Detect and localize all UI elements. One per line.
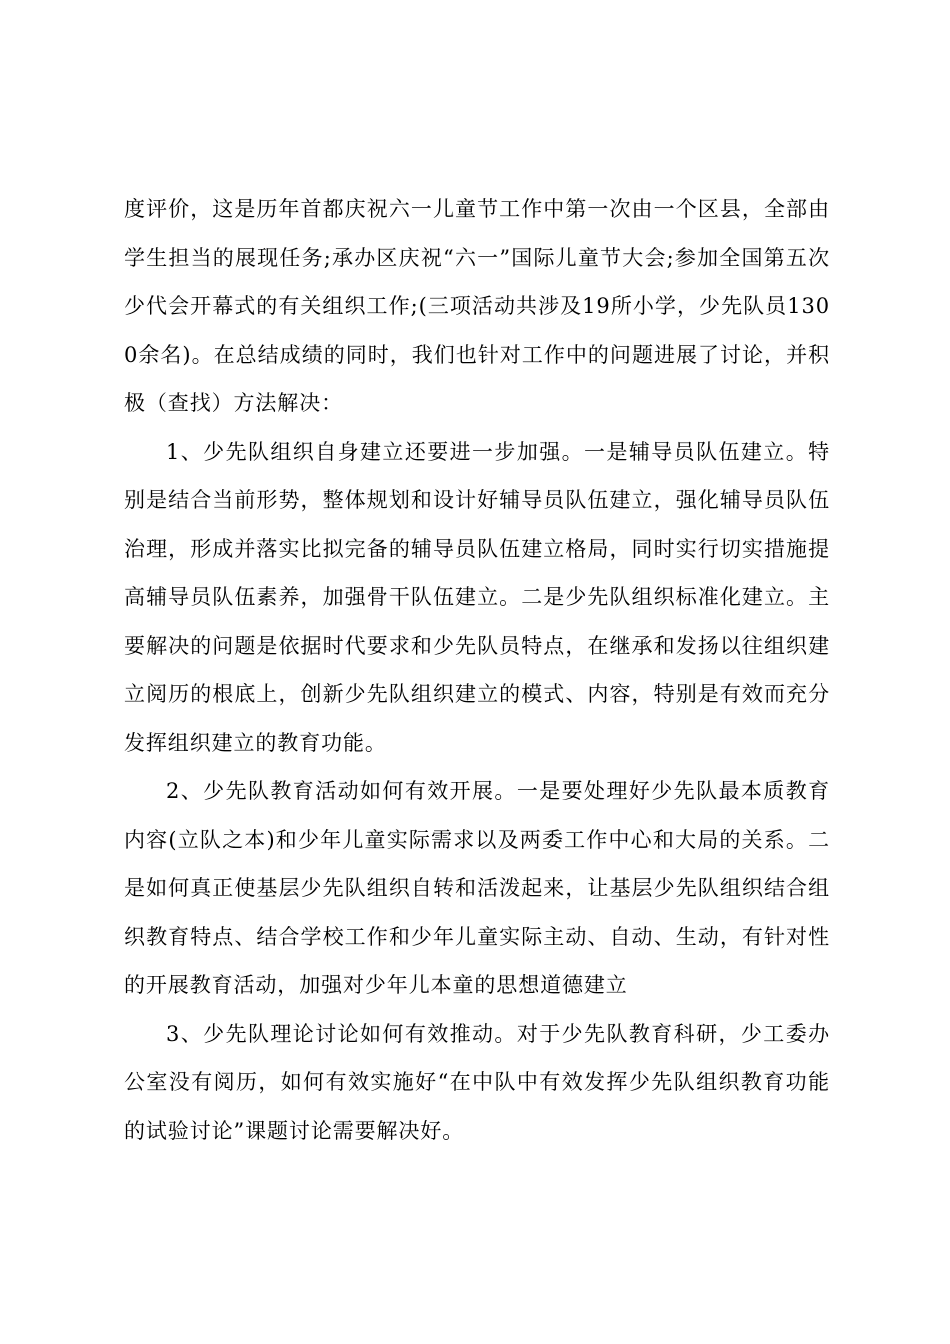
paragraph-item-1: 1、少先队组织自身建立还要进一步加强。一是辅导员队伍建立。特别是结合当前形势，整体规划和设计好辅导员队伍建立，强化辅导员队伍治理，形成并落实比拟完备的辅导员队伍建立格局，同时实行切实措施提高辅导员队伍素养，加强骨干队伍建立。二是少先队组织标准化建立。主要解决的问题是依据时代要求和少先队员特点，在继承和发扬以往组织建立阅历的根底上，创新少先队组织建立的模式、内容，特别是有效而充分发挥组织建立的教育功能。: [124, 439, 830, 755]
document-page: [124, 185, 830, 1155]
paragraph-item-2: 2、少先队教育活动如何有效开展。一是要处理好少先队最本质教育内容(立队之本)和少年儿童实际需求以及两委工作中心和大局的关系。二是如何真正使基层少先队组织自转和活泼起来，让基层少先队组织结合组织教育特点、结合学校工作和少年儿童实际主动、自动、生动，有针对性的开展教育活动，加强对少年儿本童的思想道德建立: [124, 779, 830, 997]
paragraph-intro: 度评价，这是历年首都庆祝六一儿童节工作中第一次由一个区县，全部由学生担当的展现任务;承办区庆祝“六一”国际儿童节大会;参加全国第五次少代会开幕式的有关组织工作;(三项活动共涉及19所小学，少先队员1300余名)。在总结成绩的同时，我们也针对工作中的问题进展了讨论，并积极（查找）方法解决：: [124, 197, 830, 415]
paragraph-item-3: 3、少先队理论讨论如何有效推动。对于少先队教育科研，少工委办公室没有阅历，如何有效实施好“在中队中有效发挥少先队组织教育功能的试验讨论”课题讨论需要解决好。: [124, 1021, 830, 1143]
